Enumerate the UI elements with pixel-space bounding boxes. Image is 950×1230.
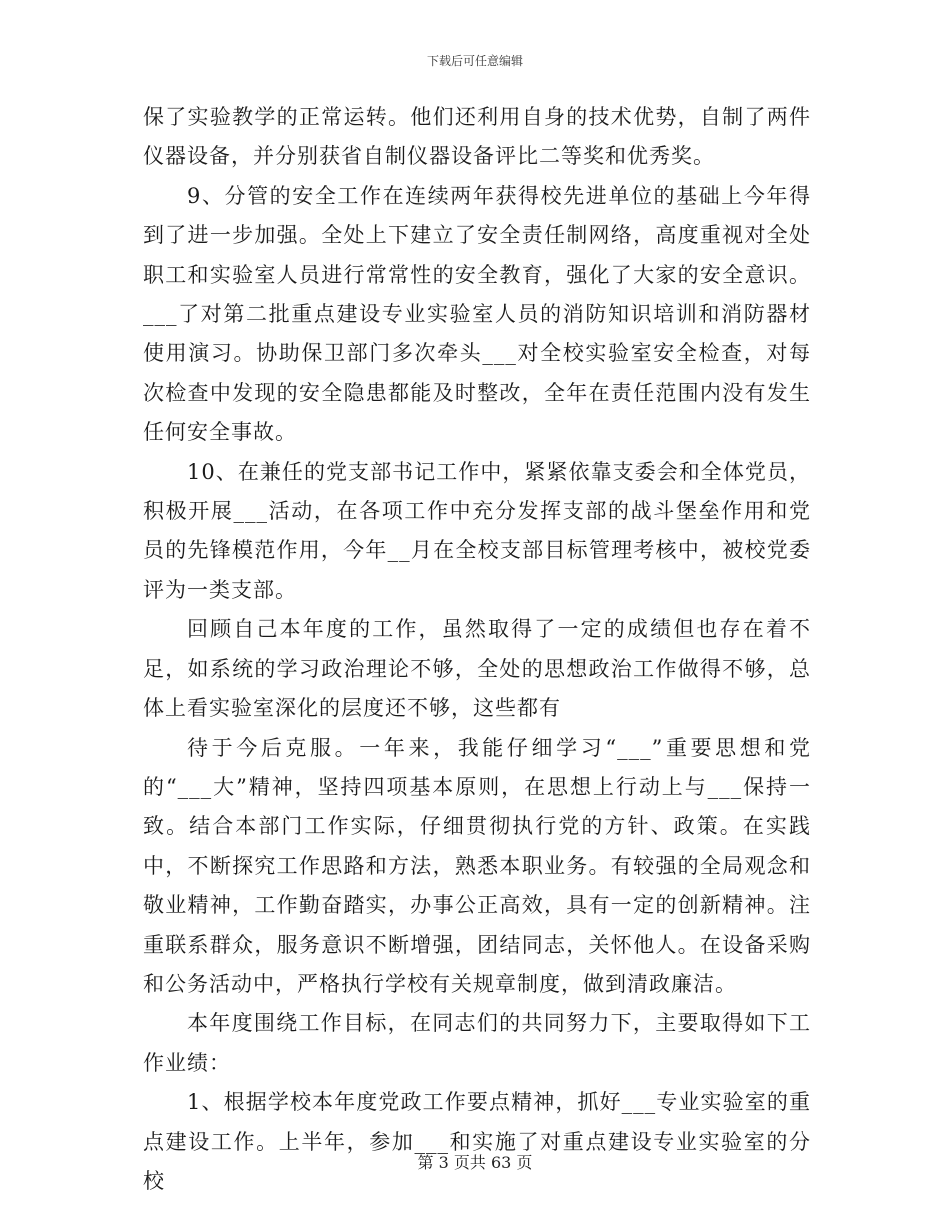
page-footer: 第 3 页共 63 页 bbox=[417, 1153, 533, 1172]
paragraph-item-10: 10、在兼任的党支部书记工作中，紧紧依靠支委会和全体党员，积极开展___活动，在各项工作中充分发挥支部的战斗堡垒作用和党员的先锋模范作用，今年__月在全校支部目标管理考核中，被校党委评为一类支部。 bbox=[143, 459, 811, 602]
page-header: 下载后可任意编辑 bbox=[426, 54, 523, 68]
paragraph-item-1: 1、根据学校本年度党政工作要点精神，抓好___专业实验室的重点建设工作。上半年，参加___和实施了对重点建设专业实验室的分校 bbox=[143, 1090, 811, 1193]
paragraph-achievements-intro: 本年度围绕工作目标，在同志们的共同努力下，主要取得如下工作业绩： bbox=[143, 1011, 811, 1075]
paragraph-self-assessment: 待于今后克服。一年来，我能仔细学习“___”重要思想和党的“___大”精神，坚持四项基本原则，在思想上行动上与___保持一致。结合本部门工作实际，仔细贯彻执行党的方针、政策。在实践中，不断探究工作思路和方法，熟悉本职业务。有较强的全局观念和敬业精神，工作勤奋踏实，办事公正高效，具有一定的创新精神。注重联系群众，服务意识不断增强，团结同志，关怀他人。在设备采购和公务活动中，严格执行学校有关规章制度，做到清政廉洁。 bbox=[143, 735, 811, 996]
paragraph-item-9: 9、分管的安全工作在连续两年获得校先进单位的基础上今年得到了进一步加强。全处上下建立了安全责任制网络，高度重视对全处职工和实验室人员进行常常性的安全教育，强化了大家的安全意识。___了对第二批重点建设专业实验室人员的消防知识培训和消防器材使用演习。协助保卫部门多次牵头___对全校实验室安全检查，对每次检查中发现的安全隐患都能及时整改，全年在责任范围内没有发生任何安全事故。 bbox=[143, 183, 811, 445]
paragraph-review: 回顾自己本年度的工作，虽然取得了一定的成绩但也存在着不足，如系统的学习政治理论不够，全处的思想政治工作做得不够，总体上看实验室深化的层度还不够，这些都有 bbox=[143, 617, 811, 721]
document-body bbox=[143, 98, 811, 1201]
paragraph-continuation: 保了实验教学的正常运转。他们还利用自身的技术优势，自制了两件仪器设备，并分别获省自制仪器设备评比二等奖和优秀奖。 bbox=[143, 105, 811, 169]
